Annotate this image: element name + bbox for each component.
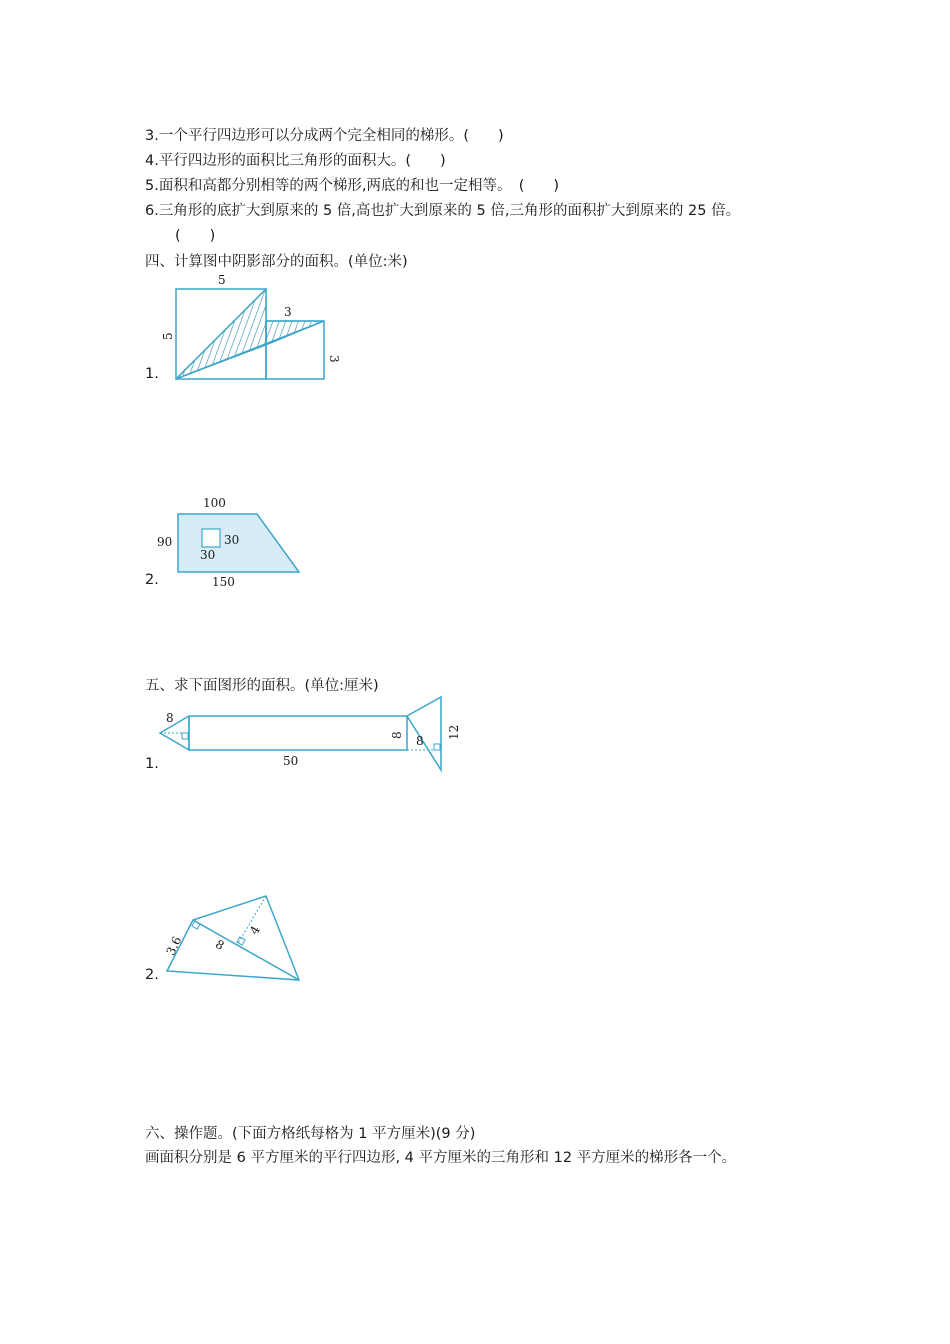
s4-fig1-label-mid: 3 [284,305,292,319]
section5-title: 五、求下面图形的面积。(单位:厘米) [145,678,379,694]
section6-title: 六、操作题。(下面方格纸每格为 1 平方厘米)(9 分) [145,1126,476,1142]
s4-fig1-label-top: 5 [218,273,226,287]
s4-fig1-label-right: 3 [327,355,341,363]
s4-fig1-number: 1. [145,366,159,382]
judge-q6-paren: ( ) [175,228,216,244]
s5-fig1-label-tail-h: 8 [390,731,404,739]
s5-fig2-number: 2. [145,967,159,983]
section6-task: 画面积分别是 6 平方厘米的平行四边形, 4 平方厘米的三角形和 12 平方厘米的梯形各一个。 [145,1150,737,1166]
section4-title: 四、计算图中阴影部分的面积。(单位:米) [145,254,408,270]
s5-fig1-label-length: 50 [283,754,299,768]
s5-fig2-label-side: 3.6 [163,934,185,958]
s5-fig1-label-head: 8 [166,711,174,725]
s5-fig2-quadrilateral [167,896,299,980]
judge-q4: 4.平行四边形的面积比三角形的面积大。( ) [145,153,446,169]
s5-fig1-label-tail-side: 12 [447,724,461,740]
judge-q5: 5.面积和高都分别相等的两个梯形,两底的和也一定相等。 ( ) [145,178,560,194]
s5-fig1-label-tail-w: 8 [416,734,424,748]
judge-q6: 6.三角形的底扩大到原来的 5 倍,高也扩大到原来的 5 倍,三角形的面积扩大到原来的 25 倍。 [145,203,741,219]
s4-fig2-number: 2. [145,572,159,588]
s5-fig2-label-diag: 8 [213,936,227,953]
s4-fig2-label-left: 90 [157,535,173,549]
s4-fig1-label-left: 5 [161,332,175,340]
s5-fig2-label-height: 4 [246,923,263,937]
s4-fig2-label-sq-bottom: 30 [200,548,216,562]
judge-q3: 3.一个平行四边形可以分成两个完全相同的梯形。( ) [145,128,504,144]
s4-fig2-label-top: 100 [203,496,226,510]
s5-fig1-number: 1. [145,756,159,772]
s4-fig2-label-bottom: 150 [212,575,235,589]
s4-fig2-label-sq-side: 30 [224,533,240,547]
